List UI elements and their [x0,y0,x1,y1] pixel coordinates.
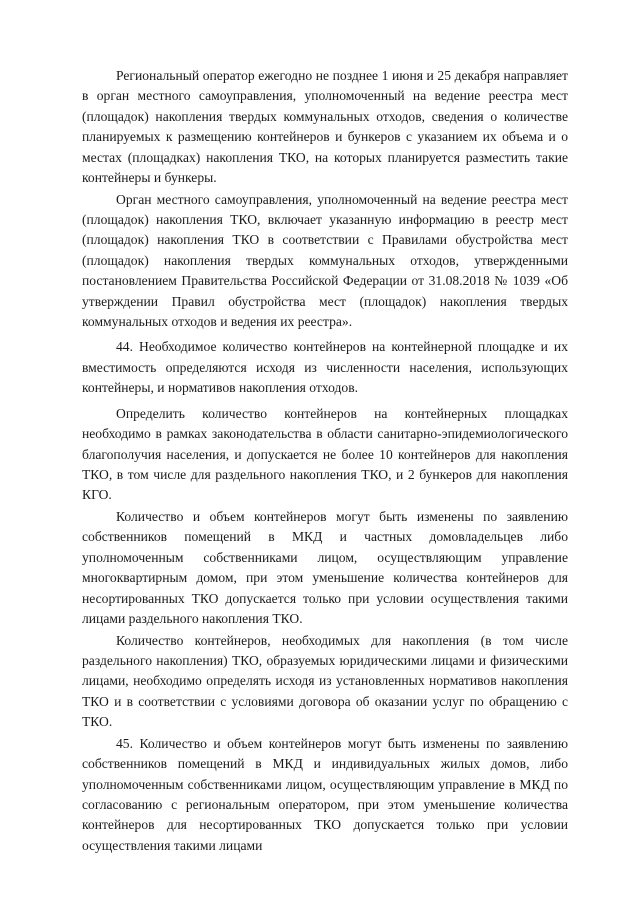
paragraph-regional-operator: Региональный оператор ежегодно не позднее 1 июня и 25 декабря направляет в орган местного самоуправления, уполномоченный на ведение реестра мест (площадок) накопления твердых коммунальных отходов, сведения о количестве планируемых к размещению контейнеров и бункеров с указанием их объема и о местах (площадках) накопления ТКО, на которых планируется разместить такие контейнеры и бункеры. [82,68,568,186]
paragraph-container-count: Определить количество контейнеров на контейнерных площадках необходимо в рамках законодательства в области санитарно-эпидемиологического благополучия населения, и допускается не более 10 контейнеров для накопления ТКО, в том числе для раздельного накопления ТКО, и 2 бункеров для накопления КГО. [82,405,568,503]
paragraph-item-44: 44. Необходимое количество контейнеров на контейнерной площадке и их вместимость определяются исходя из численности населения, использующих контейнеры, и нормативов накопления отходов. [82,339,568,396]
paragraph-container-norms: Количество контейнеров, необходимых для накопления (в том числе раздельного накопления) ТКО, образуемых юридическими лицами и физическими лицами, необходимо определять исходя из установленных нормативов накопления ТКО и в соответствии с условиями договора об оказании услуг по обращению с ТКО. [82,632,568,730]
paragraph-registry: Орган местного самоуправления, уполномоченный на ведение реестра мест (площадок) накопления ТКО, включает указанную информацию в реестр мест (площадок) накопления ТКО в соответствии с Правилами обустройства мест (площадок) накопления твердых коммунальных отходов, утвержденными постановлением Правительства Российской Федерации от 31.08.2018 № 1039 «Об утверждении Правил обустройства мест (площадок) накопления твердых коммунальных отходов и ведения их реестра». [82,191,568,330]
paragraph-container-change: Количество и объем контейнеров могут быть изменены по заявлению собственников помещений в МКД и частных домовладельцев либо уполномоченным собственниками лицом, осуществляющим управление многоквартирным домом, при этом уменьшение количества контейнеров для несортированных ТКО допускается только при условии осуществления такими лицами раздельного накопления ТКО. [82,508,568,626]
paragraph-item-45: 45. Количество и объем контейнеров могут быть изменены по заявлению собственников помещений в МКД и индивидуальных жилых домов, либо уполномоченным собственниками лицом, осуществляющим управление в МКД по согласованию с региональным оператором, при этом уменьшение количества контейнеров для несортированных ТКО допускается только при условии осуществления такими лицами [82,735,568,853]
document-page [82,66,568,857]
